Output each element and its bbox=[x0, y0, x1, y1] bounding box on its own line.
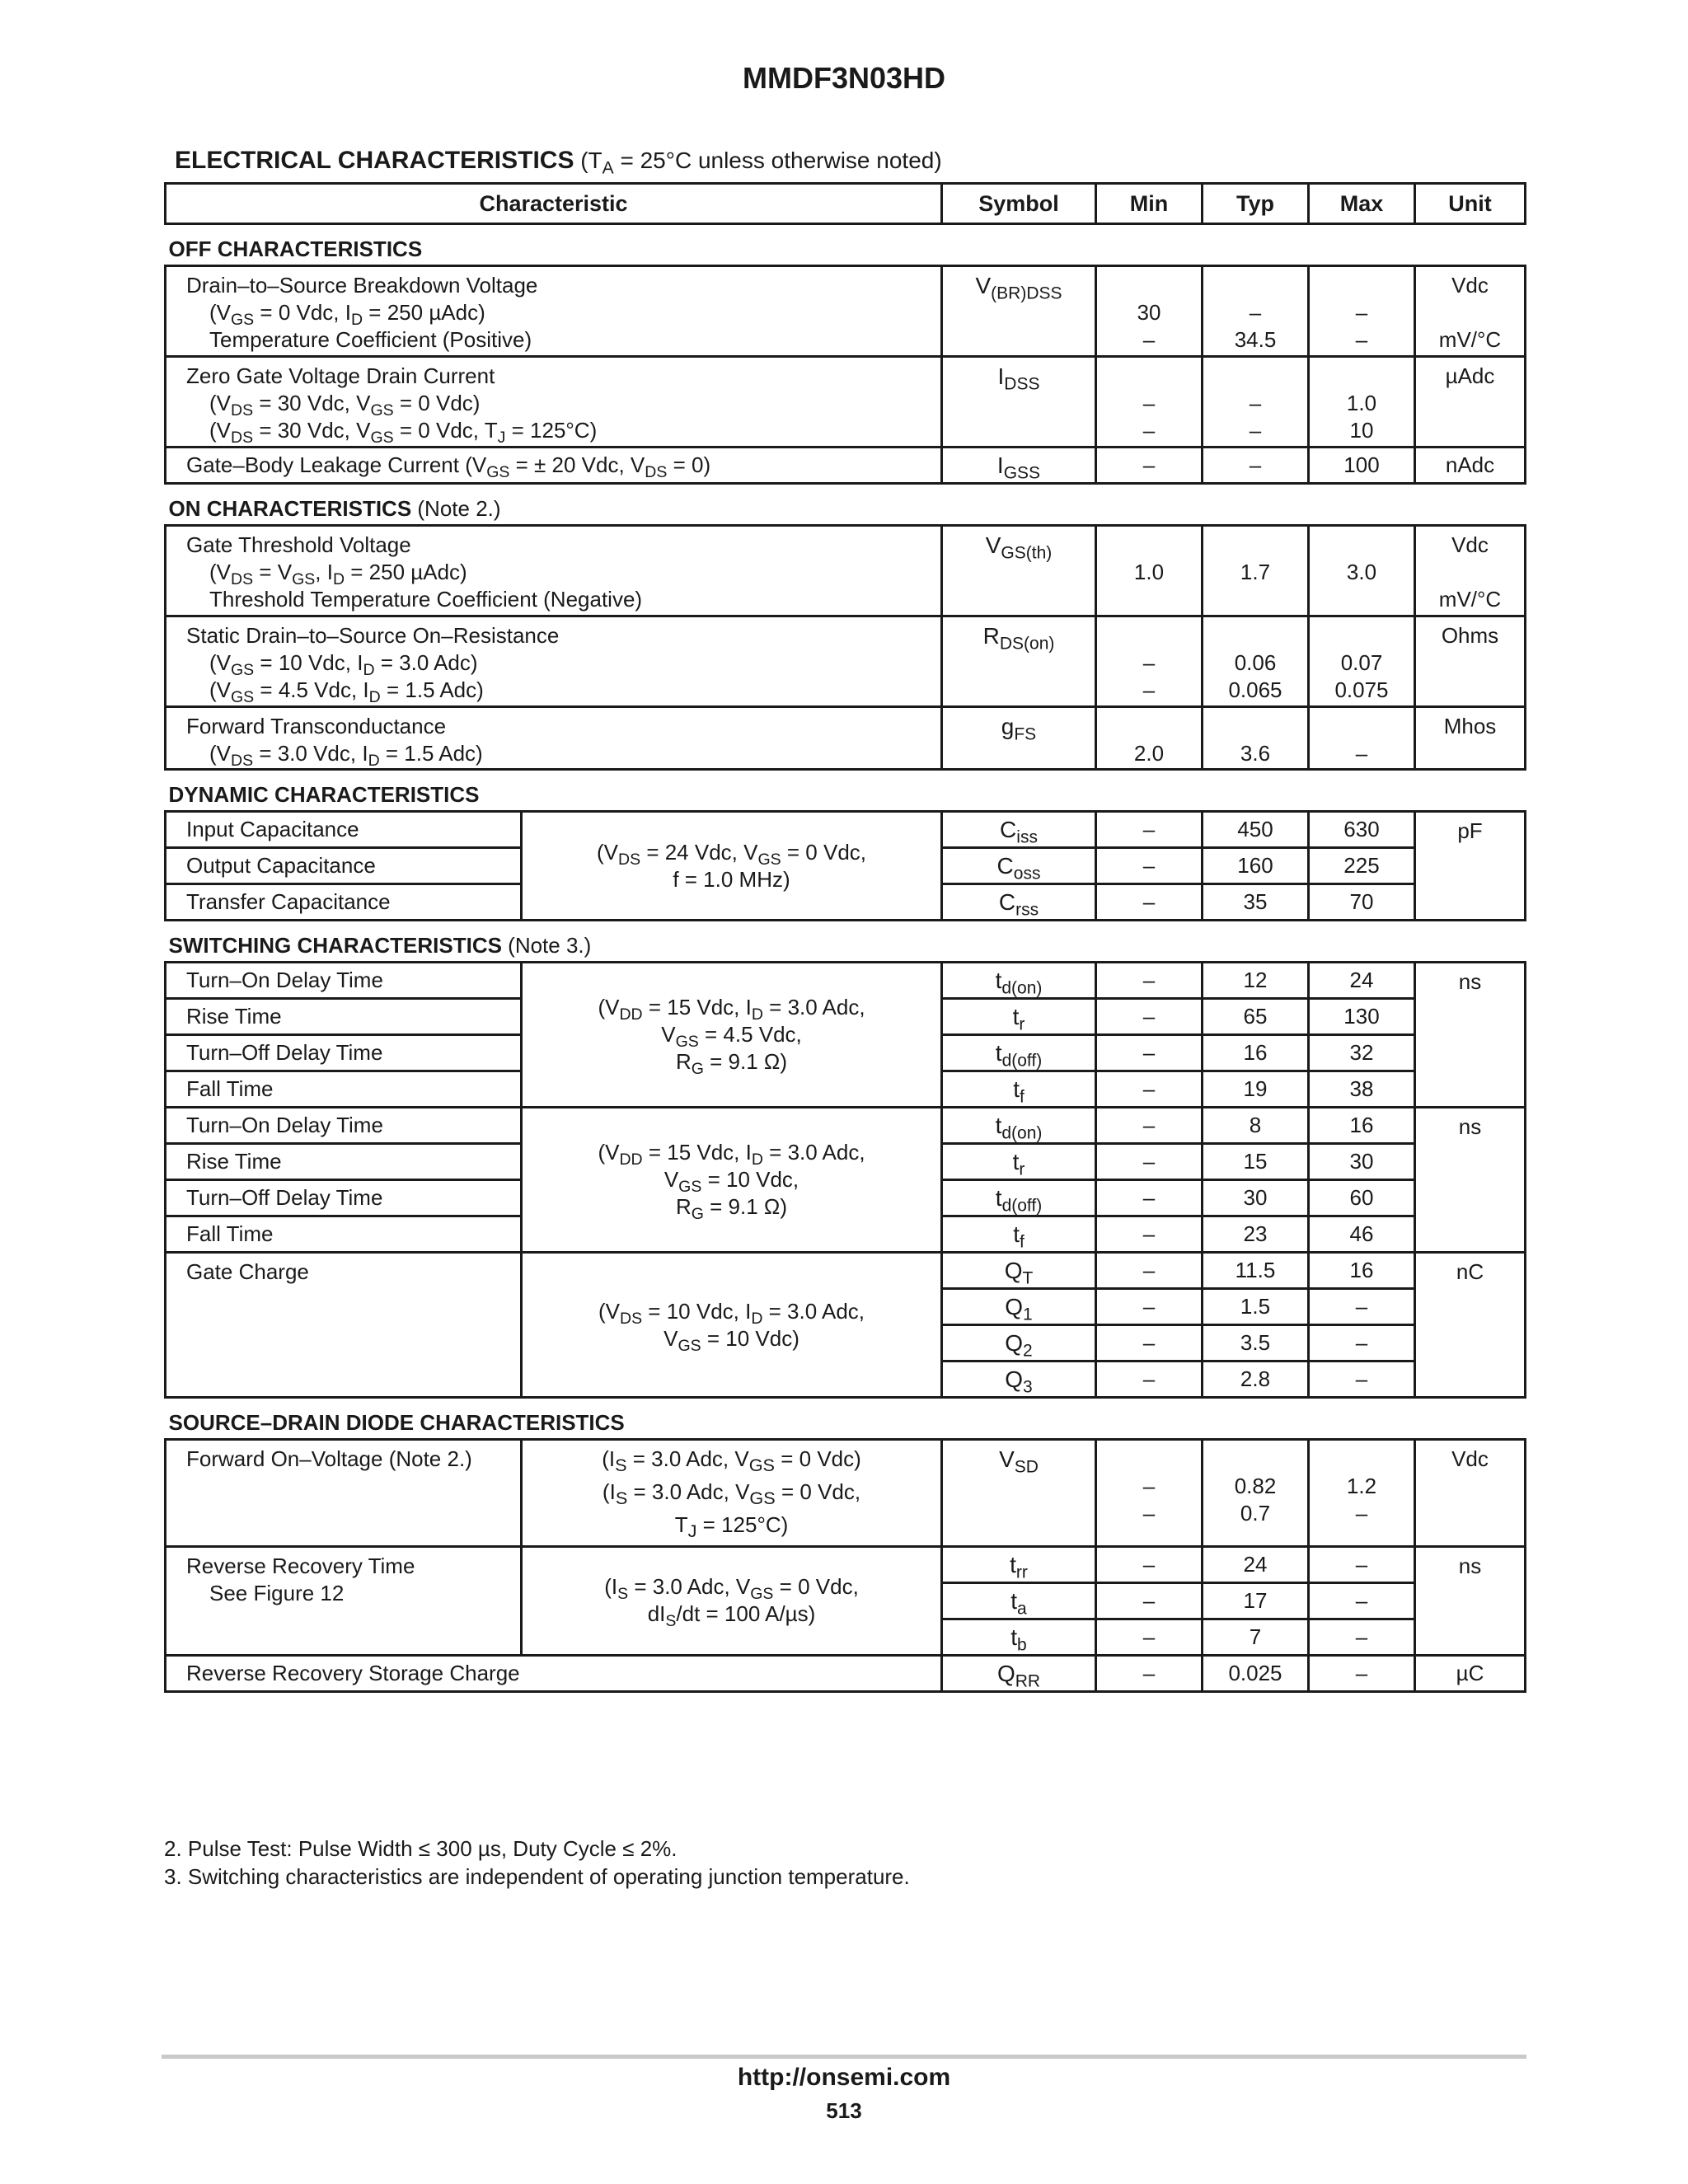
max-cell: 100 bbox=[1309, 448, 1415, 484]
char-cond: ($V_{GS} = 10$ Vdc, $I_D = 3.0$ Adc) bbox=[209, 650, 478, 679]
max-cell: – – bbox=[1309, 266, 1415, 357]
char-cell: Fall Time bbox=[166, 1216, 522, 1253]
max-cell: – bbox=[1309, 1325, 1415, 1361]
max-cell: 24 bbox=[1309, 963, 1415, 999]
typ-cell: 160 bbox=[1203, 848, 1309, 884]
typ-cell: 65 bbox=[1203, 999, 1309, 1035]
heading-cond-tail: = 25°C unless otherwise noted) bbox=[613, 148, 942, 173]
typ-cell: 23 bbox=[1203, 1216, 1309, 1253]
char-cell: Turn–On Delay Time bbox=[166, 963, 522, 999]
char-cond: ($V_{DS} = 30$ Vdc, $V_{GS} = 0$ Vdc, $T_J = 125^\circ C$) bbox=[209, 418, 598, 447]
max-cell: 16 bbox=[1309, 1253, 1415, 1289]
table-row bbox=[166, 526, 1526, 616]
unit-cell: Vdc mV/°C bbox=[1415, 526, 1526, 616]
char-cell: Turn–On Delay Time bbox=[166, 1108, 522, 1144]
symbol-cell: $Q_T$ bbox=[942, 1253, 1096, 1289]
section-label: SOURCE–DRAIN DIODE CHARACTERISTICS bbox=[168, 1410, 625, 1435]
table-row bbox=[166, 266, 1526, 357]
min-cell: 30 – bbox=[1096, 266, 1203, 357]
char-cell: Turn–Off Delay Time bbox=[166, 1180, 522, 1216]
char-cell: Input Capacitance bbox=[166, 812, 522, 848]
max-cell: 46 bbox=[1309, 1216, 1415, 1253]
min-cell: – bbox=[1096, 1361, 1203, 1398]
min-cell: – bbox=[1096, 884, 1203, 921]
typ-cell: 35 bbox=[1203, 884, 1309, 921]
char-cond: ($V_{DS} = V_{GS}$, $I_D = 250$ µAdc) bbox=[209, 560, 467, 588]
min-cell: – bbox=[1096, 1546, 1203, 1582]
col-typ: Typ bbox=[1203, 184, 1309, 224]
max-cell: – bbox=[1309, 1582, 1415, 1619]
char-cell: Rise Time bbox=[166, 999, 522, 1035]
page-number: 513 bbox=[826, 2098, 862, 2123]
typ-cell: 7 bbox=[1203, 1619, 1309, 1655]
typ-cell: 8 bbox=[1203, 1108, 1309, 1144]
unit-cell: ns bbox=[1415, 1546, 1526, 1655]
footnote: 3. Switching characteristics are independent of operating junction temperature. bbox=[164, 1864, 910, 1889]
table-row bbox=[166, 1253, 1526, 1289]
char-name: Forward Transconductance bbox=[186, 714, 447, 738]
char-cond: ($V_{DS} = 30$ Vdc, $V_{GS} = 0$ Vdc) bbox=[209, 391, 481, 419]
section-label: OFF CHARACTERISTICS bbox=[168, 237, 423, 261]
min-cell: – bbox=[1096, 1289, 1203, 1325]
typ-cell: 30 bbox=[1203, 1180, 1309, 1216]
symbol-cell: $g_{FS}$ bbox=[942, 707, 1096, 770]
char-cell: Reverse Recovery Storage Charge bbox=[166, 1655, 942, 1691]
table-row bbox=[166, 448, 1526, 484]
char-cell: Gate–Body Leakage Current ($V_{GS}$ = ± 20 Vdc, $V_{DS} = 0$) bbox=[166, 448, 942, 484]
max-cell: 60 bbox=[1309, 1180, 1415, 1216]
min-cell: 2.0 bbox=[1096, 707, 1203, 770]
typ-cell: 3.6 bbox=[1203, 707, 1309, 770]
max-cell: 1.0 10 bbox=[1309, 357, 1415, 448]
typ-cell: 24 bbox=[1203, 1546, 1309, 1582]
typ-cell: 11.5 bbox=[1203, 1253, 1309, 1289]
condition-cell: ($V_{DS} = 24$ Vdc, $V_{GS} = 0$ Vdc, f = 1.0 MHz) bbox=[522, 812, 942, 921]
symbol-cell: $t_{rr}$ bbox=[942, 1546, 1096, 1582]
footer-divider bbox=[162, 2055, 1526, 2059]
char-name: Static Drain–to–Source On–Resistance bbox=[186, 623, 560, 648]
col-min: Min bbox=[1096, 184, 1203, 224]
typ-cell: 2.8 bbox=[1203, 1361, 1309, 1398]
max-cell: 225 bbox=[1309, 848, 1415, 884]
max-cell: – bbox=[1309, 1655, 1415, 1691]
min-cell: – bbox=[1096, 1619, 1203, 1655]
max-cell: 1.2 – bbox=[1309, 1440, 1415, 1547]
symbol-cell: $V_{SD}$ bbox=[942, 1440, 1096, 1547]
unit-cell: ns bbox=[1415, 1108, 1526, 1253]
char-name: Reverse Recovery Time bbox=[186, 1553, 415, 1578]
typ-cell: 0.025 bbox=[1203, 1655, 1309, 1691]
typ-cell: 19 bbox=[1203, 1071, 1309, 1108]
table-row bbox=[166, 707, 1526, 770]
condition-cell: ($I_S = 3.0$ Adc, $V_{GS} = 0$ Vdc, $dI_S/dt = 100$ A/µs) bbox=[522, 1546, 942, 1655]
char-cell: Output Capacitance bbox=[166, 848, 522, 884]
typ-cell: 15 bbox=[1203, 1144, 1309, 1180]
typ-cell: 0.06 0.065 bbox=[1203, 616, 1309, 707]
max-cell: – bbox=[1309, 1361, 1415, 1398]
unit-cell: nAdc bbox=[1415, 448, 1526, 484]
section-label: DYNAMIC CHARACTERISTICS bbox=[168, 782, 480, 807]
section-off bbox=[166, 224, 1526, 266]
heading-cond-sub: A bbox=[602, 158, 614, 178]
typ-cell: 16 bbox=[1203, 1035, 1309, 1071]
typ-cell: – – bbox=[1203, 357, 1309, 448]
heading-label: ELECTRICAL CHARACTERISTICS bbox=[175, 147, 574, 174]
unit-cell: Vdc bbox=[1415, 1440, 1526, 1547]
typ-cell: 3.5 bbox=[1203, 1325, 1309, 1361]
min-cell: – – bbox=[1096, 616, 1203, 707]
char-line: See Figure 12 bbox=[209, 1580, 345, 1605]
symbol-cell: $V_{GS(th)}$ bbox=[942, 526, 1096, 616]
typ-cell: 1.7 bbox=[1203, 526, 1309, 616]
unit-cell: ns bbox=[1415, 963, 1526, 1108]
condition-cell: ($V_{DS} = 10$ Vdc, $I_D = 3.0$ Adc, $V_{GS} = 10$ Vdc) bbox=[522, 1253, 942, 1398]
section-note: (Note 3.) bbox=[501, 933, 592, 958]
char-cell: Transfer Capacitance bbox=[166, 884, 522, 921]
max-cell: – bbox=[1309, 707, 1415, 770]
char-cell bbox=[166, 526, 942, 616]
table-row bbox=[166, 616, 1526, 707]
min-cell: – bbox=[1096, 448, 1203, 484]
condition-cell: ($V_{DD} = 15$ Vdc, $I_D = 3.0$ Adc, $V_{GS} = 4.5$ Vdc, $R_G = 9.1$ Ω) bbox=[522, 963, 942, 1108]
char-cond: ($V_{GS} = 0$ Vdc, $I_D = 250$ µAdc) bbox=[209, 300, 485, 329]
char-cell bbox=[166, 616, 942, 707]
min-cell: 1.0 bbox=[1096, 526, 1203, 616]
typ-cell: 1.5 bbox=[1203, 1289, 1309, 1325]
min-cell: – bbox=[1096, 1071, 1203, 1108]
min-cell: – bbox=[1096, 1180, 1203, 1216]
typ-cell: 12 bbox=[1203, 963, 1309, 999]
char-cell: Gate Charge bbox=[166, 1253, 522, 1398]
max-cell: 3.0 bbox=[1309, 526, 1415, 616]
min-cell: – bbox=[1096, 1216, 1203, 1253]
unit-cell: Mhos bbox=[1415, 707, 1526, 770]
min-cell: – bbox=[1096, 1325, 1203, 1361]
min-cell: – bbox=[1096, 1655, 1203, 1691]
section-on bbox=[166, 484, 1526, 526]
char-cell: Forward On–Voltage (Note 2.) bbox=[166, 1440, 522, 1547]
typ-cell: – 34.5 bbox=[1203, 266, 1309, 357]
max-cell: 130 bbox=[1309, 999, 1415, 1035]
char-cell: Fall Time bbox=[166, 1071, 522, 1108]
symbol-cell: $Q_{RR}$ bbox=[942, 1655, 1096, 1691]
char-cond: ($V_{GS} = 4.5$ Vdc, $I_D = 1.5$ Adc) bbox=[209, 677, 484, 706]
table-row bbox=[166, 1655, 1526, 1691]
unit-cell: µC bbox=[1415, 1655, 1526, 1691]
max-cell: – bbox=[1309, 1289, 1415, 1325]
section-diode bbox=[166, 1398, 1526, 1440]
symbol-cell: $C_{iss}$ bbox=[942, 812, 1096, 848]
unit-cell: Ohms bbox=[1415, 616, 1526, 707]
char-cell: Rise Time bbox=[166, 1144, 522, 1180]
symbol-cell: $Q_2$ bbox=[942, 1325, 1096, 1361]
symbol-cell: $t_r$ bbox=[942, 999, 1096, 1035]
header-row bbox=[166, 184, 1526, 224]
heading-cond: (T bbox=[580, 148, 603, 173]
min-cell: – bbox=[1096, 812, 1203, 848]
symbol-cell: $t_{d(on)}$ bbox=[942, 1108, 1096, 1144]
symbol-cell: $I_{DSS}$ bbox=[942, 357, 1096, 448]
table-row bbox=[166, 1440, 1526, 1547]
min-cell: – bbox=[1096, 1253, 1203, 1289]
char-name: Zero Gate Voltage Drain Current bbox=[186, 363, 495, 388]
footer-url[interactable]: http://onsemi.com bbox=[737, 2064, 951, 2091]
min-cell: – – bbox=[1096, 357, 1203, 448]
max-cell: 30 bbox=[1309, 1144, 1415, 1180]
max-cell: 70 bbox=[1309, 884, 1415, 921]
max-cell: – bbox=[1309, 1619, 1415, 1655]
symbol-cell: $t_{d(off)}$ bbox=[942, 1035, 1096, 1071]
char-cell: Turn–Off Delay Time bbox=[166, 1035, 522, 1071]
min-cell: – bbox=[1096, 1035, 1203, 1071]
min-cell: – bbox=[1096, 963, 1203, 999]
char-cond: ($V_{DS} = 3.0$ Vdc, $I_D = 1.5$ Adc) bbox=[209, 741, 483, 770]
condition-cell: ($V_{DD} = 15$ Vdc, $I_D = 3.0$ Adc, $V_{GS} = 10$ Vdc, $R_G = 9.1$ Ω) bbox=[522, 1108, 942, 1253]
condition-cell: ($I_S = 3.0$ Adc, $V_{GS} = 0$ Vdc) ($I_S = 3.0$ Adc, $V_{GS} = 0$ Vdc, $T_J = 125^\circ C$) bbox=[522, 1440, 942, 1547]
page-title: MMDF3N03HD bbox=[742, 61, 946, 95]
section-switching bbox=[166, 921, 1526, 963]
unit-cell: Vdc mV/°C bbox=[1415, 266, 1526, 357]
table-row bbox=[166, 963, 1526, 999]
char-line: Threshold Temperature Coefficient (Negative) bbox=[209, 587, 643, 612]
symbol-cell: $t_r$ bbox=[942, 1144, 1096, 1180]
char-line: Temperature Coefficient (Positive) bbox=[209, 327, 532, 352]
max-cell: 38 bbox=[1309, 1071, 1415, 1108]
char-name: Gate Threshold Voltage bbox=[186, 532, 411, 557]
min-cell: – bbox=[1096, 999, 1203, 1035]
min-cell: – bbox=[1096, 1144, 1203, 1180]
symbol-cell: $t_a$ bbox=[942, 1582, 1096, 1619]
section-dynamic bbox=[166, 770, 1526, 812]
symbol-cell: $C_{oss}$ bbox=[942, 848, 1096, 884]
min-cell: – bbox=[1096, 1108, 1203, 1144]
char-name: Drain–to–Source Breakdown Voltage bbox=[186, 273, 538, 298]
min-cell: – bbox=[1096, 1582, 1203, 1619]
unit-cell: µAdc bbox=[1415, 357, 1526, 448]
unit-cell: nC bbox=[1415, 1253, 1526, 1398]
max-cell: 32 bbox=[1309, 1035, 1415, 1071]
footnotes bbox=[164, 1835, 910, 1891]
table-row bbox=[166, 1546, 1526, 1582]
max-cell: 16 bbox=[1309, 1108, 1415, 1144]
symbol-cell: $t_{d(on)}$ bbox=[942, 963, 1096, 999]
symbol-cell: $R_{DS(on)}$ bbox=[942, 616, 1096, 707]
col-max: Max bbox=[1309, 184, 1415, 224]
table-heading bbox=[175, 147, 942, 178]
section-label: SWITCHING CHARACTERISTICS bbox=[168, 933, 502, 958]
min-cell: – bbox=[1096, 848, 1203, 884]
typ-cell: 17 bbox=[1203, 1582, 1309, 1619]
symbol-cell: $t_{d(off)}$ bbox=[942, 1180, 1096, 1216]
typ-cell: 450 bbox=[1203, 812, 1309, 848]
char-cell bbox=[166, 266, 942, 357]
char-cell bbox=[166, 357, 942, 448]
symbol-cell: $t_f$ bbox=[942, 1071, 1096, 1108]
min-cell: – – bbox=[1096, 1440, 1203, 1547]
electrical-characteristics-table bbox=[164, 182, 1524, 1693]
typ-cell: 0.82 0.7 bbox=[1203, 1440, 1309, 1547]
symbol-cell: $Q_3$ bbox=[942, 1361, 1096, 1398]
char-cell bbox=[166, 707, 942, 770]
table-row bbox=[166, 812, 1526, 848]
max-cell: 0.07 0.075 bbox=[1309, 616, 1415, 707]
max-cell: 630 bbox=[1309, 812, 1415, 848]
section-label: ON CHARACTERISTICS bbox=[168, 496, 412, 521]
max-cell: – bbox=[1309, 1546, 1415, 1582]
symbol-cell: $t_b$ bbox=[942, 1619, 1096, 1655]
symbol-cell: $Q_1$ bbox=[942, 1289, 1096, 1325]
footnote: 2. Pulse Test: Pulse Width ≤ 300 µs, Duty Cycle ≤ 2%. bbox=[164, 1836, 678, 1861]
section-note: (Note 2.) bbox=[411, 496, 501, 521]
symbol-cell: $t_f$ bbox=[942, 1216, 1096, 1253]
typ-cell: – bbox=[1203, 448, 1309, 484]
col-characteristic: Characteristic bbox=[166, 184, 942, 224]
unit-cell: pF bbox=[1415, 812, 1526, 921]
table-row bbox=[166, 1108, 1526, 1144]
symbol-cell: $V_{(BR)DSS}$ bbox=[942, 266, 1096, 357]
symbol-cell: $C_{rss}$ bbox=[942, 884, 1096, 921]
col-symbol: Symbol bbox=[942, 184, 1096, 224]
col-unit: Unit bbox=[1415, 184, 1526, 224]
char-cell bbox=[166, 1546, 522, 1655]
table-row bbox=[166, 357, 1526, 448]
symbol-cell: $I_{GSS}$ bbox=[942, 448, 1096, 484]
